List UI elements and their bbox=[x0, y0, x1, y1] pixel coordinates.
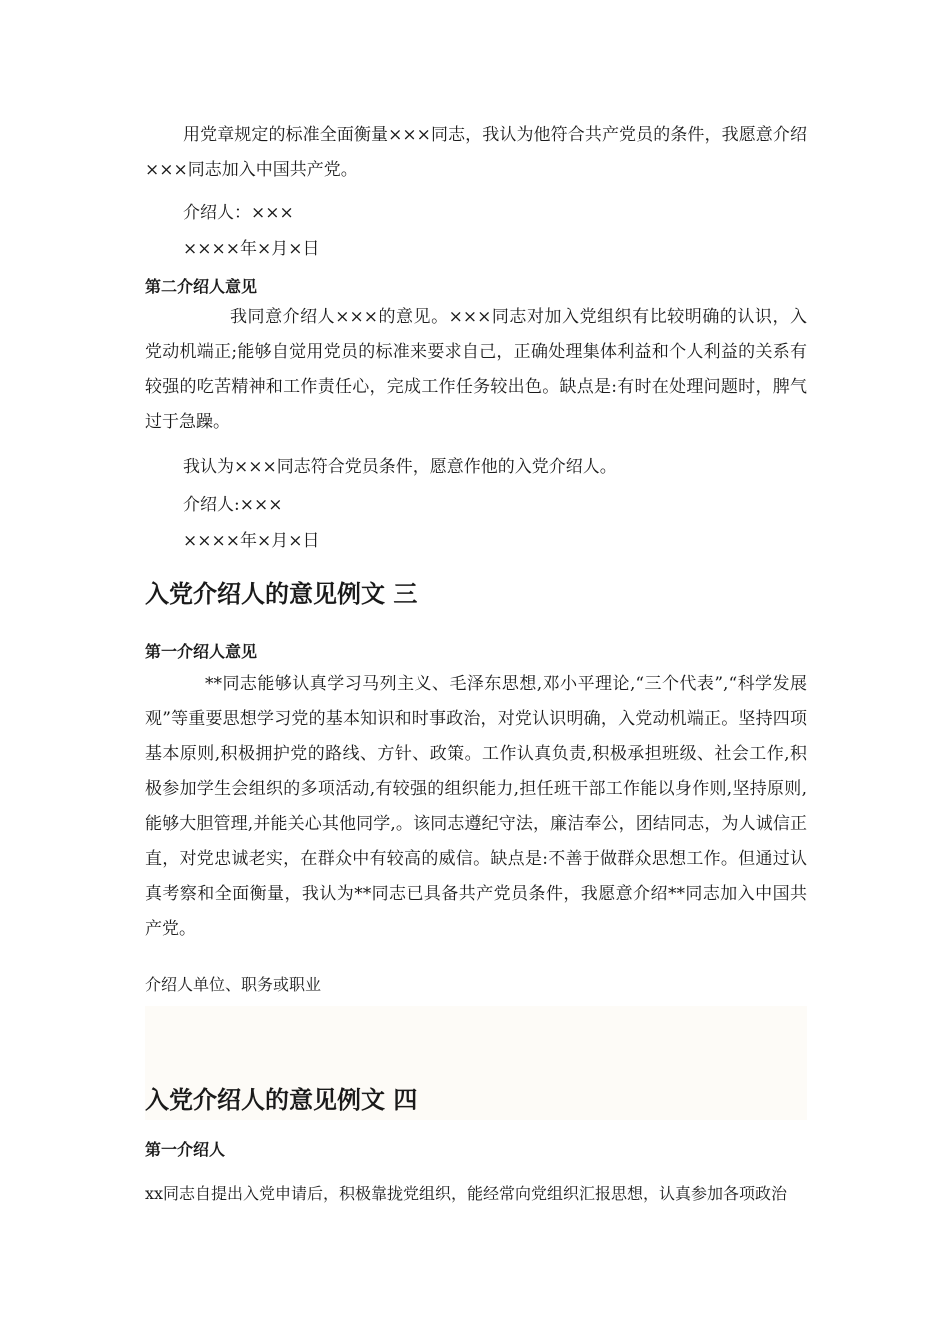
first-introducer-text-4: xx同志自提出入党申请后，积极靠拢党组织，能经常向党组织汇报思想，认真参加各项政治 bbox=[145, 1184, 788, 1203]
second-introducer-signature: 介绍人:××× bbox=[183, 495, 283, 515]
first-introducer-opinion: **同志能够认真学习马列主义、毛泽东思想,邓小平理论,“三个代表”,“科学发展观”等重要思想学习党的基本知识和时事政治，对党认识明确，入党动机端正。坚持四项基本原则,积极拥护党的路线、方针、政策。工作认真负责,积极承担班级、社会工作,积极参加学生会组织的多项活动,有较强的组织能力,担任班干部工作能以身作则,坚持原则,能够大胆管理,并能关心其他同学,。该同志遵纪守法，廉洁奉公，团结同志，为人诚信正直，对党忠诚老实，在群众中有较高的威信。缺点是:不善于做群众思想工作。但通过认真考察和全面衡量，我认为**同志已具备共产党员条件，我愿意介绍**同志加入中国共产党。 bbox=[145, 674, 807, 939]
second-introducer-heading: 第二介绍人意见 bbox=[145, 277, 258, 296]
second-introducer-opinion: 我同意介绍人×××的意见。×××同志对加入党组织有比较明确的认识，入党动机端正;能够自觉用党员的标准来要求自己，正确处理集体利益和个人利益的关系有较强的吃苦精神和工作责任心，完成工作任务较出色。缺点是:有时在处理问题时，脾气过于急躁。 bbox=[145, 307, 807, 432]
signature-date: ××××年×月×日 bbox=[183, 239, 320, 259]
second-introducer-conclusion: 我认为×××同志符合党员条件，愿意作他的入党介绍人。 bbox=[183, 457, 617, 477]
section-title-example-3: 入党介绍人的意见例文 三 bbox=[145, 580, 418, 608]
first-introducer-heading: 第一介绍人意见 bbox=[145, 642, 258, 661]
introducer-signature: 介绍人：××× bbox=[183, 203, 294, 223]
section-title-example-4: 入党介绍人的意见例文 四 bbox=[145, 1086, 418, 1114]
second-introducer-date: ××××年×月×日 bbox=[183, 531, 320, 551]
paragraph-recommendation: 用党章规定的标准全面衡量×××同志，我认为他符合共产党员的条件，我愿意介绍×××同志加入中国共产党。 bbox=[145, 125, 807, 180]
first-introducer-heading-4: 第一介绍人 bbox=[145, 1140, 226, 1159]
introducer-unit-label: 介绍人单位、职务或职业 bbox=[145, 975, 322, 994]
